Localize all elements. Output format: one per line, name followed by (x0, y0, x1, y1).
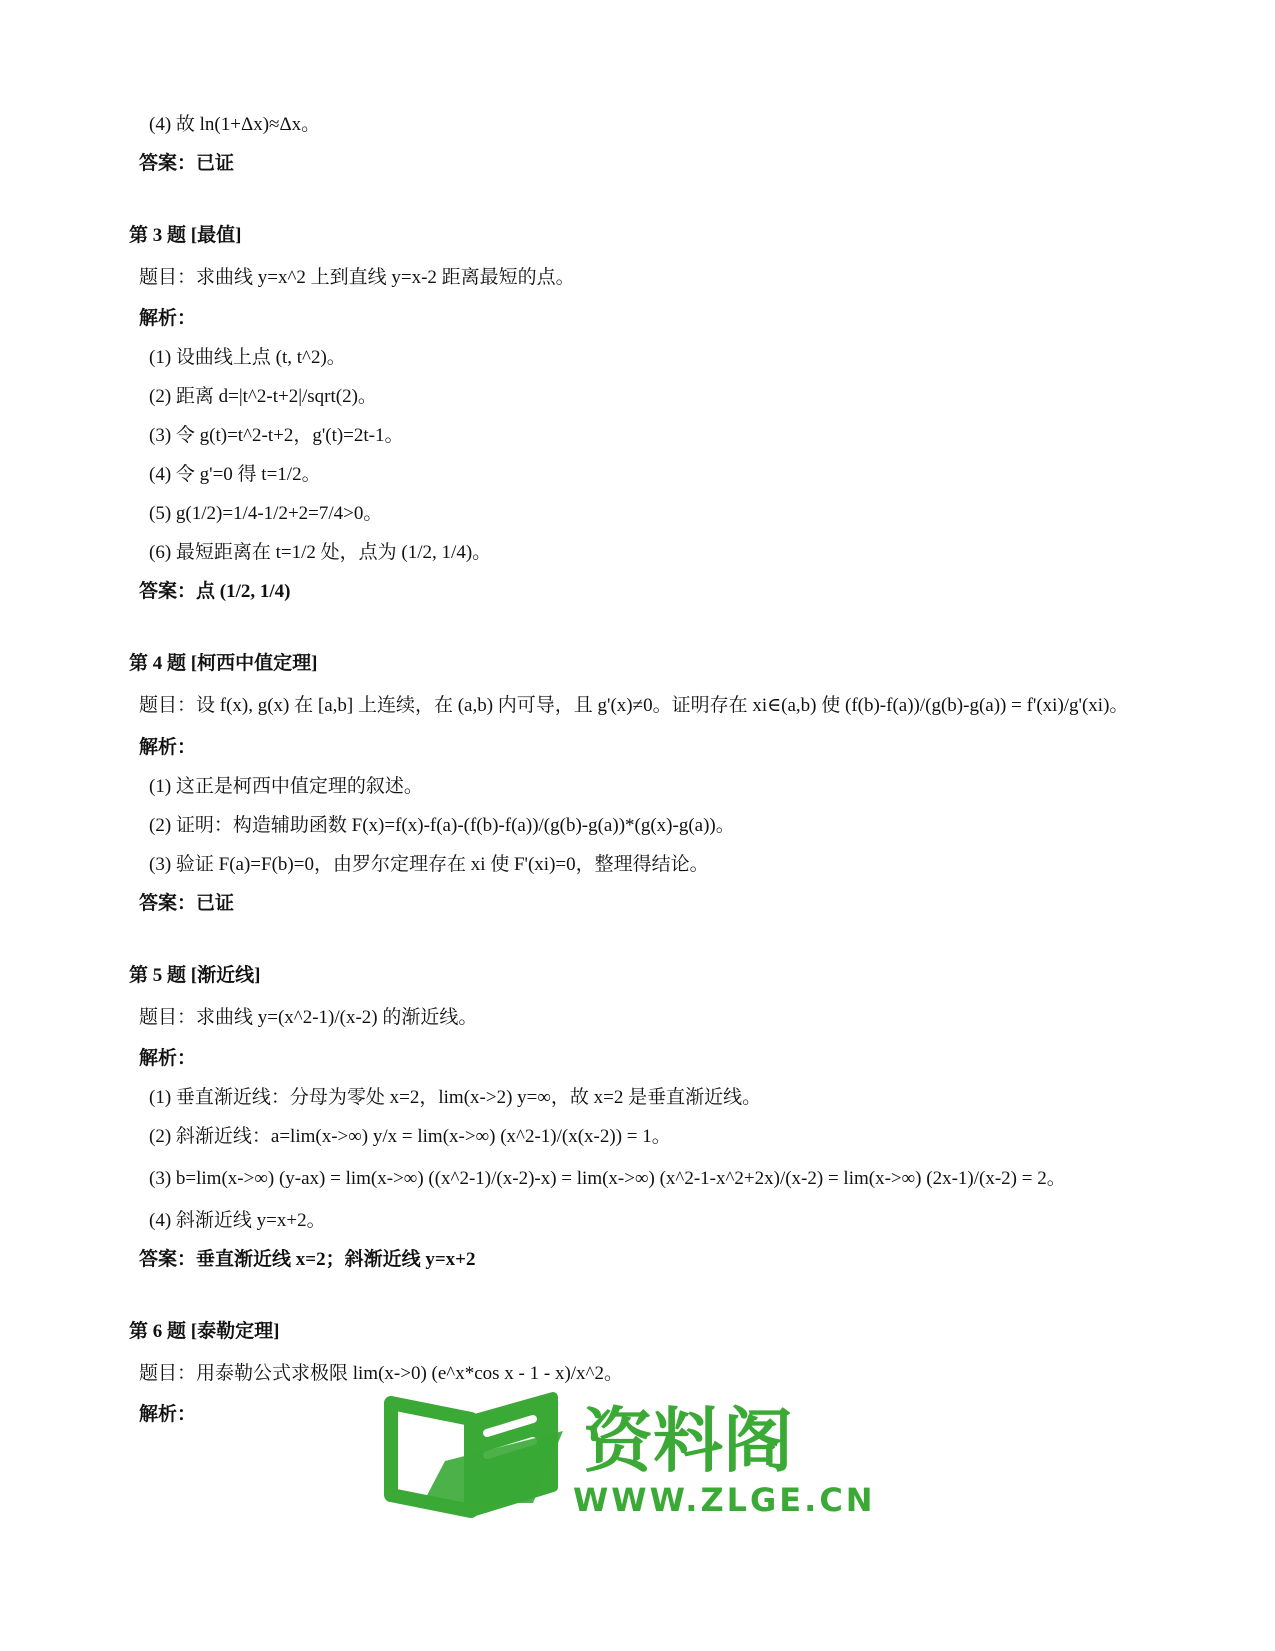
question-text: 题目：用泰勒公式求极限 lim(x->0) (e^x*cos x - 1 - x)/x^2。 (139, 1363, 623, 1384)
analysis-label: 解析： (139, 1404, 197, 1425)
step-line: (3) 令 g(t)=t^2-t+2，g'(t)=2t-1。 (149, 425, 404, 446)
step-line: (2) 证明：构造辅助函数 F(x)=f(x)-f(a)-(f(b)-f(a))/(g(b)-g(a))*(g(x)-g(a))。 (149, 815, 735, 836)
answer-line: 答案：已证 (139, 153, 235, 174)
step-line: (5) g(1/2)=1/4-1/2+2=7/4>0。 (149, 503, 383, 524)
step-line: (4) 令 g'=0 得 t=1/2。 (149, 464, 321, 485)
question-3 (129, 223, 1129, 605)
step-line: (2) 距离 d=|t^2-t+2|/sqrt(2)。 (149, 386, 377, 407)
question-5 (129, 963, 1129, 1273)
document-page (129, 112, 1129, 1441)
question-text: 题目：求曲线 y=(x^2-1)/(x-2) 的渐近线。 (139, 1007, 478, 1028)
book-logo-icon (383, 1383, 876, 1523)
step-line: (4) 斜渐近线 y=x+2。 (149, 1210, 326, 1231)
step-line: (3) b=lim(x->∞) (y-ax) = lim(x->∞) ((x^2-1)/(x-2)-x) = lim(x->∞) (x^2-1-x^2+2x)/(x-2) = lim(x->∞) (2x-1)/(x-2) = 2。 (149, 1168, 1066, 1189)
question-text: 题目：设 f(x), g(x) 在 [a,b] 上连续，在 (a,b) 内可导，且 g'(x)≠0。证明存在 xi∈(a,b) 使 (f(b)-f(a))/(g(b)-g(a)) = f'(xi)/g'(xi)。 (139, 695, 1129, 716)
question-title: 第 3 题 [最值] (129, 225, 242, 246)
watermark-url: WWW.ZLGE.CN (573, 1481, 876, 1519)
step-line: (6) 最短距离在 t=1/2 处，点为 (1/2, 1/4)。 (149, 542, 492, 563)
step-line: (2) 斜渐近线：a=lim(x->∞) y/x = lim(x->∞) (x^2-1)/(x(x-2)) = 1。 (149, 1126, 671, 1147)
analysis-label: 解析： (139, 1048, 197, 1069)
step-line: (1) 垂直渐近线：分母为零处 x=2，lim(x->2) y=∞，故 x=2 是垂直渐近线。 (149, 1087, 762, 1108)
question-title: 第 6 题 [泰勒定理] (129, 1321, 280, 1342)
answer-line: 答案：点 (1/2, 1/4) (139, 581, 291, 602)
watermark-logo (383, 1383, 876, 1523)
step-line: (3) 验证 F(a)=F(b)=0，由罗尔定理存在 xi 使 F'(xi)=0，整理得结论。 (149, 854, 709, 875)
analysis-label: 解析： (139, 308, 197, 329)
question-title: 第 4 题 [柯西中值定理] (129, 653, 318, 674)
answer-line: 答案：垂直渐近线 x=2；斜渐近线 y=x+2 (139, 1249, 476, 1270)
question-4 (129, 651, 1129, 917)
step-line: (1) 设曲线上点 (t, t^2)。 (149, 347, 346, 368)
analysis-label: 解析： (139, 737, 197, 758)
watermark-name: 资料阁 (583, 1400, 793, 1482)
question-title: 第 5 题 [渐近线] (129, 965, 261, 986)
answer-line: 答案：已证 (139, 893, 235, 914)
step-line: (4) 故 ln(1+Δx)≈Δx。 (149, 114, 321, 135)
question-text: 题目：求曲线 y=x^2 上到直线 y=x-2 距离最短的点。 (139, 267, 575, 288)
step-line: (1) 这正是柯西中值定理的叙述。 (149, 776, 423, 797)
